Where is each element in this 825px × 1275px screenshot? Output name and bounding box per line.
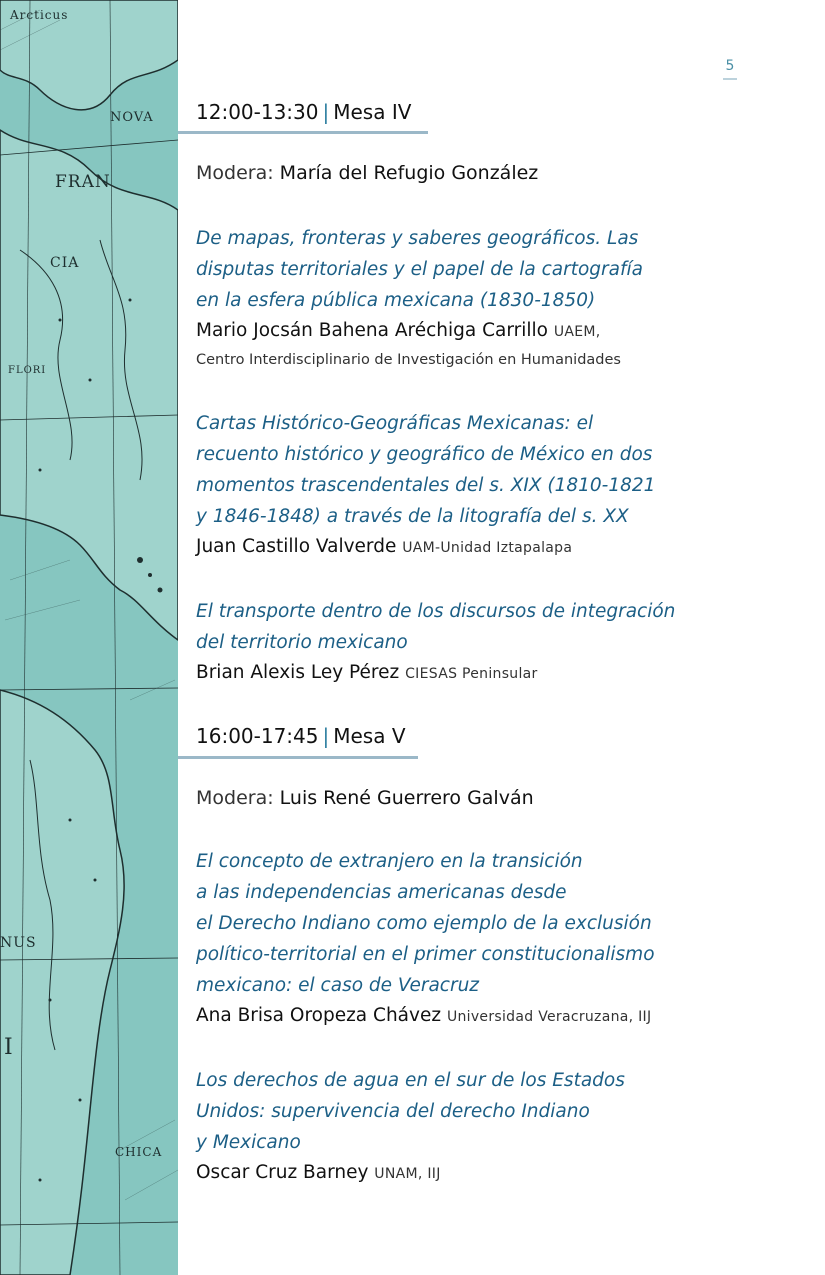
moderator-role: Modera: xyxy=(196,787,274,809)
talk-title-line: El transporte dentro de los discursos de integración xyxy=(196,601,676,622)
talk-title-line: y 1846-1848) a través de la litografía del s. XX xyxy=(196,506,629,527)
talk-title-line: momentos trascendentales del s. XIX (1810-1821 xyxy=(196,475,656,496)
map-label-arcticus: Arcticus xyxy=(10,8,69,22)
speaker-affiliation: CIESAS Peninsular xyxy=(405,666,538,682)
session-time: 16:00-17:45 xyxy=(196,724,319,748)
session-time: 12:00-13:30 xyxy=(196,100,319,124)
speaker-affiliation: Universidad Veracruzana, IIJ xyxy=(446,1009,652,1025)
talk-item xyxy=(196,1065,756,1189)
speaker-affiliation-line2: Centro Interdisciplinario de Investigación en Humanidades xyxy=(196,352,621,368)
talk-title-line: Cartas Histórico-Geográficas Mexicanas: el xyxy=(196,413,594,434)
speaker-affiliation: UAEM, xyxy=(553,324,601,340)
talk-title-line: del territorio mexicano xyxy=(196,632,408,653)
moderator-name: María del Refugio González xyxy=(279,162,539,184)
talk-title-line: a las independencias americanas desde xyxy=(196,882,567,903)
talk-title-line: recuento histórico y geográfico de México en dos xyxy=(196,444,653,465)
map-label-fran: FRAN xyxy=(55,172,111,192)
session-underline xyxy=(178,131,428,134)
talk-item xyxy=(196,846,756,1032)
map-label-cia: CIA xyxy=(50,255,80,271)
moderator-name: Luis René Guerrero Galván xyxy=(279,787,534,809)
speaker-affiliation: UNAM, IIJ xyxy=(374,1166,441,1182)
talk-title-line: en la esfera pública mexicana (1830-1850) xyxy=(196,290,596,311)
talk-title-line: disputas territoriales y el papel de la cartografía xyxy=(196,259,643,280)
talk-title-line: Unidos: supervivencia del derecho Indiano xyxy=(196,1101,590,1122)
map-label-nus: NUS xyxy=(0,935,37,951)
speaker-line xyxy=(196,1001,756,1032)
talk-title-line: Los derechos de agua en el sur de los Estados xyxy=(196,1070,625,1091)
session-mesa: Mesa V xyxy=(333,724,406,748)
session-underline xyxy=(178,756,418,759)
speaker-line xyxy=(196,1158,756,1189)
speaker-line xyxy=(196,316,756,347)
speaker-affiliation: UAM-Unidad Iztapalapa xyxy=(402,540,573,556)
session-separator: | xyxy=(322,724,330,748)
session-separator: | xyxy=(322,100,330,124)
page-number: 5 xyxy=(723,58,737,80)
talk-title-line: el Derecho Indiano como ejemplo de la exclusión xyxy=(196,913,652,934)
speaker-line xyxy=(196,658,756,689)
speaker-name: Juan Castillo Valverde xyxy=(196,536,397,557)
map-label-nova: NOVA xyxy=(110,110,154,125)
session-mesa: Mesa IV xyxy=(333,100,412,124)
talk-title xyxy=(196,596,756,658)
moderator-line xyxy=(196,787,534,809)
talk-title-line: El concepto de extranjero en la transición xyxy=(196,851,583,872)
talk-item xyxy=(196,408,756,563)
session-heading-mesa-v xyxy=(196,724,406,748)
speaker-name: Mario Jocsán Bahena Aréchiga Carrillo xyxy=(196,320,548,341)
map-label-chica: CHICA xyxy=(115,1145,163,1159)
talk-title-line: mexicano: el caso de Veracruz xyxy=(196,975,480,996)
session-heading-mesa-iv xyxy=(196,100,411,124)
speaker-name: Ana Brisa Oropeza Chávez xyxy=(196,1005,442,1026)
talk-title xyxy=(196,846,756,1001)
speaker-name: Brian Alexis Ley Pérez xyxy=(196,662,400,683)
talk-title xyxy=(196,223,756,316)
map-label-flori: FLORI xyxy=(8,365,47,376)
talk-item xyxy=(196,223,756,373)
talk-title-line: político-territorial en el primer constitucionalismo xyxy=(196,944,655,965)
speaker-line xyxy=(196,532,756,563)
map-label-i: I xyxy=(4,1035,14,1060)
talk-title-line: y Mexicano xyxy=(196,1132,301,1153)
speaker-name: Oscar Cruz Barney xyxy=(196,1162,369,1183)
antique-map-strip xyxy=(0,0,178,1275)
moderator-role: Modera: xyxy=(196,162,274,184)
talk-title-line: De mapas, fronteras y saberes geográficos. Las xyxy=(196,228,639,249)
talk-title xyxy=(196,408,756,532)
talk-title xyxy=(196,1065,756,1158)
moderator-line xyxy=(196,162,538,184)
talk-item xyxy=(196,596,756,689)
